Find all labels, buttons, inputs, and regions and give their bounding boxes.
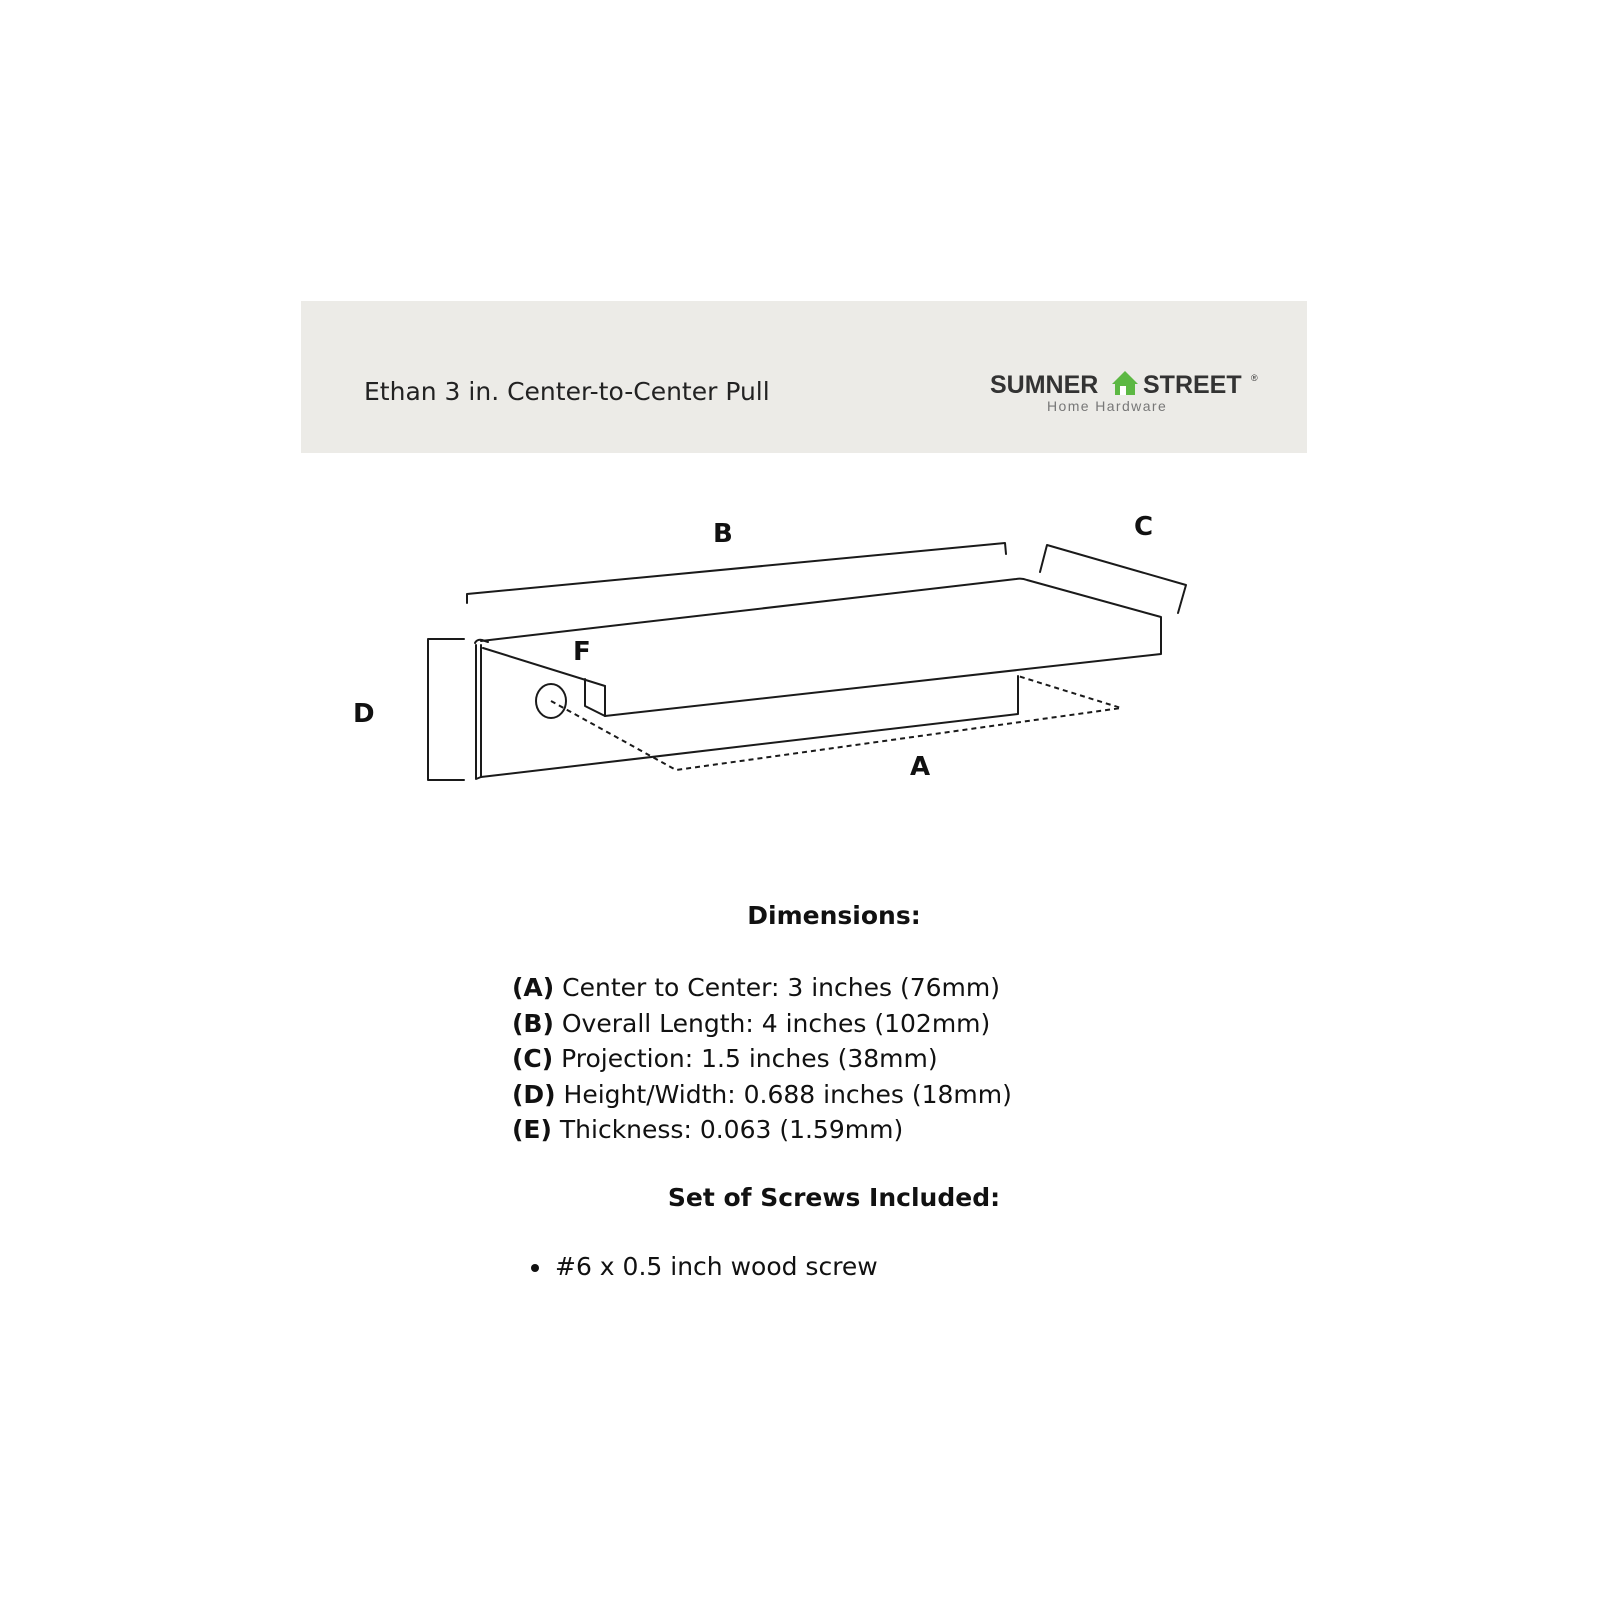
label-c: C [1134,512,1154,542]
logo-registered-mark: ® [1251,373,1258,383]
label-f: F [573,637,591,667]
screws-heading: Set of Screws Included: [667,1183,1001,1212]
dimension-bracket-d [428,639,464,780]
logo-brand-left: SUMNER [990,371,1099,399]
product-title: Ethan 3 in. Center-to-Center Pull [364,377,770,406]
label-b: B [713,519,733,549]
label-d: D [353,699,375,729]
dimension-text: Projection: 1.5 inches (38mm) [553,1044,938,1073]
screw-item-text: #6 x 0.5 inch wood screw [555,1252,878,1281]
dimension-text: Thickness: 0.063 (1.59mm) [551,1115,904,1144]
dimension-item-d [512,1077,1012,1113]
dimension-key: (D) [512,1079,556,1109]
dimension-item-a [512,970,1012,1006]
dimension-item-c [512,1041,1012,1077]
dimensions-list [512,970,1012,1148]
dimension-item-e [512,1112,1012,1148]
label-a: A [910,752,931,782]
dimensions-heading: Dimensions: [747,901,921,930]
pull-back-plate [481,645,1018,777]
dimension-item-b [512,1006,1012,1042]
dimension-key: (A) [512,973,555,1002]
screw-item [531,1251,878,1283]
dimension-key: (E) [512,1115,552,1144]
dimension-text: Overall Length: 4 inches (102mm) [553,1008,991,1038]
logo-brand-right: STREET [1143,371,1242,399]
dimension-text: Height/Width: 0.688 inches (18mm) [555,1079,1012,1109]
screws-list [531,1251,878,1283]
bullet-icon [531,1264,539,1272]
dimension-key: (B) [512,1008,554,1038]
dimension-bracket-b [467,543,1006,603]
dimension-text: Center to Center: 3 inches (76mm) [554,973,1000,1002]
logo-tagline: Home Hardware [1047,398,1168,414]
dimension-key: (C) [512,1044,554,1073]
